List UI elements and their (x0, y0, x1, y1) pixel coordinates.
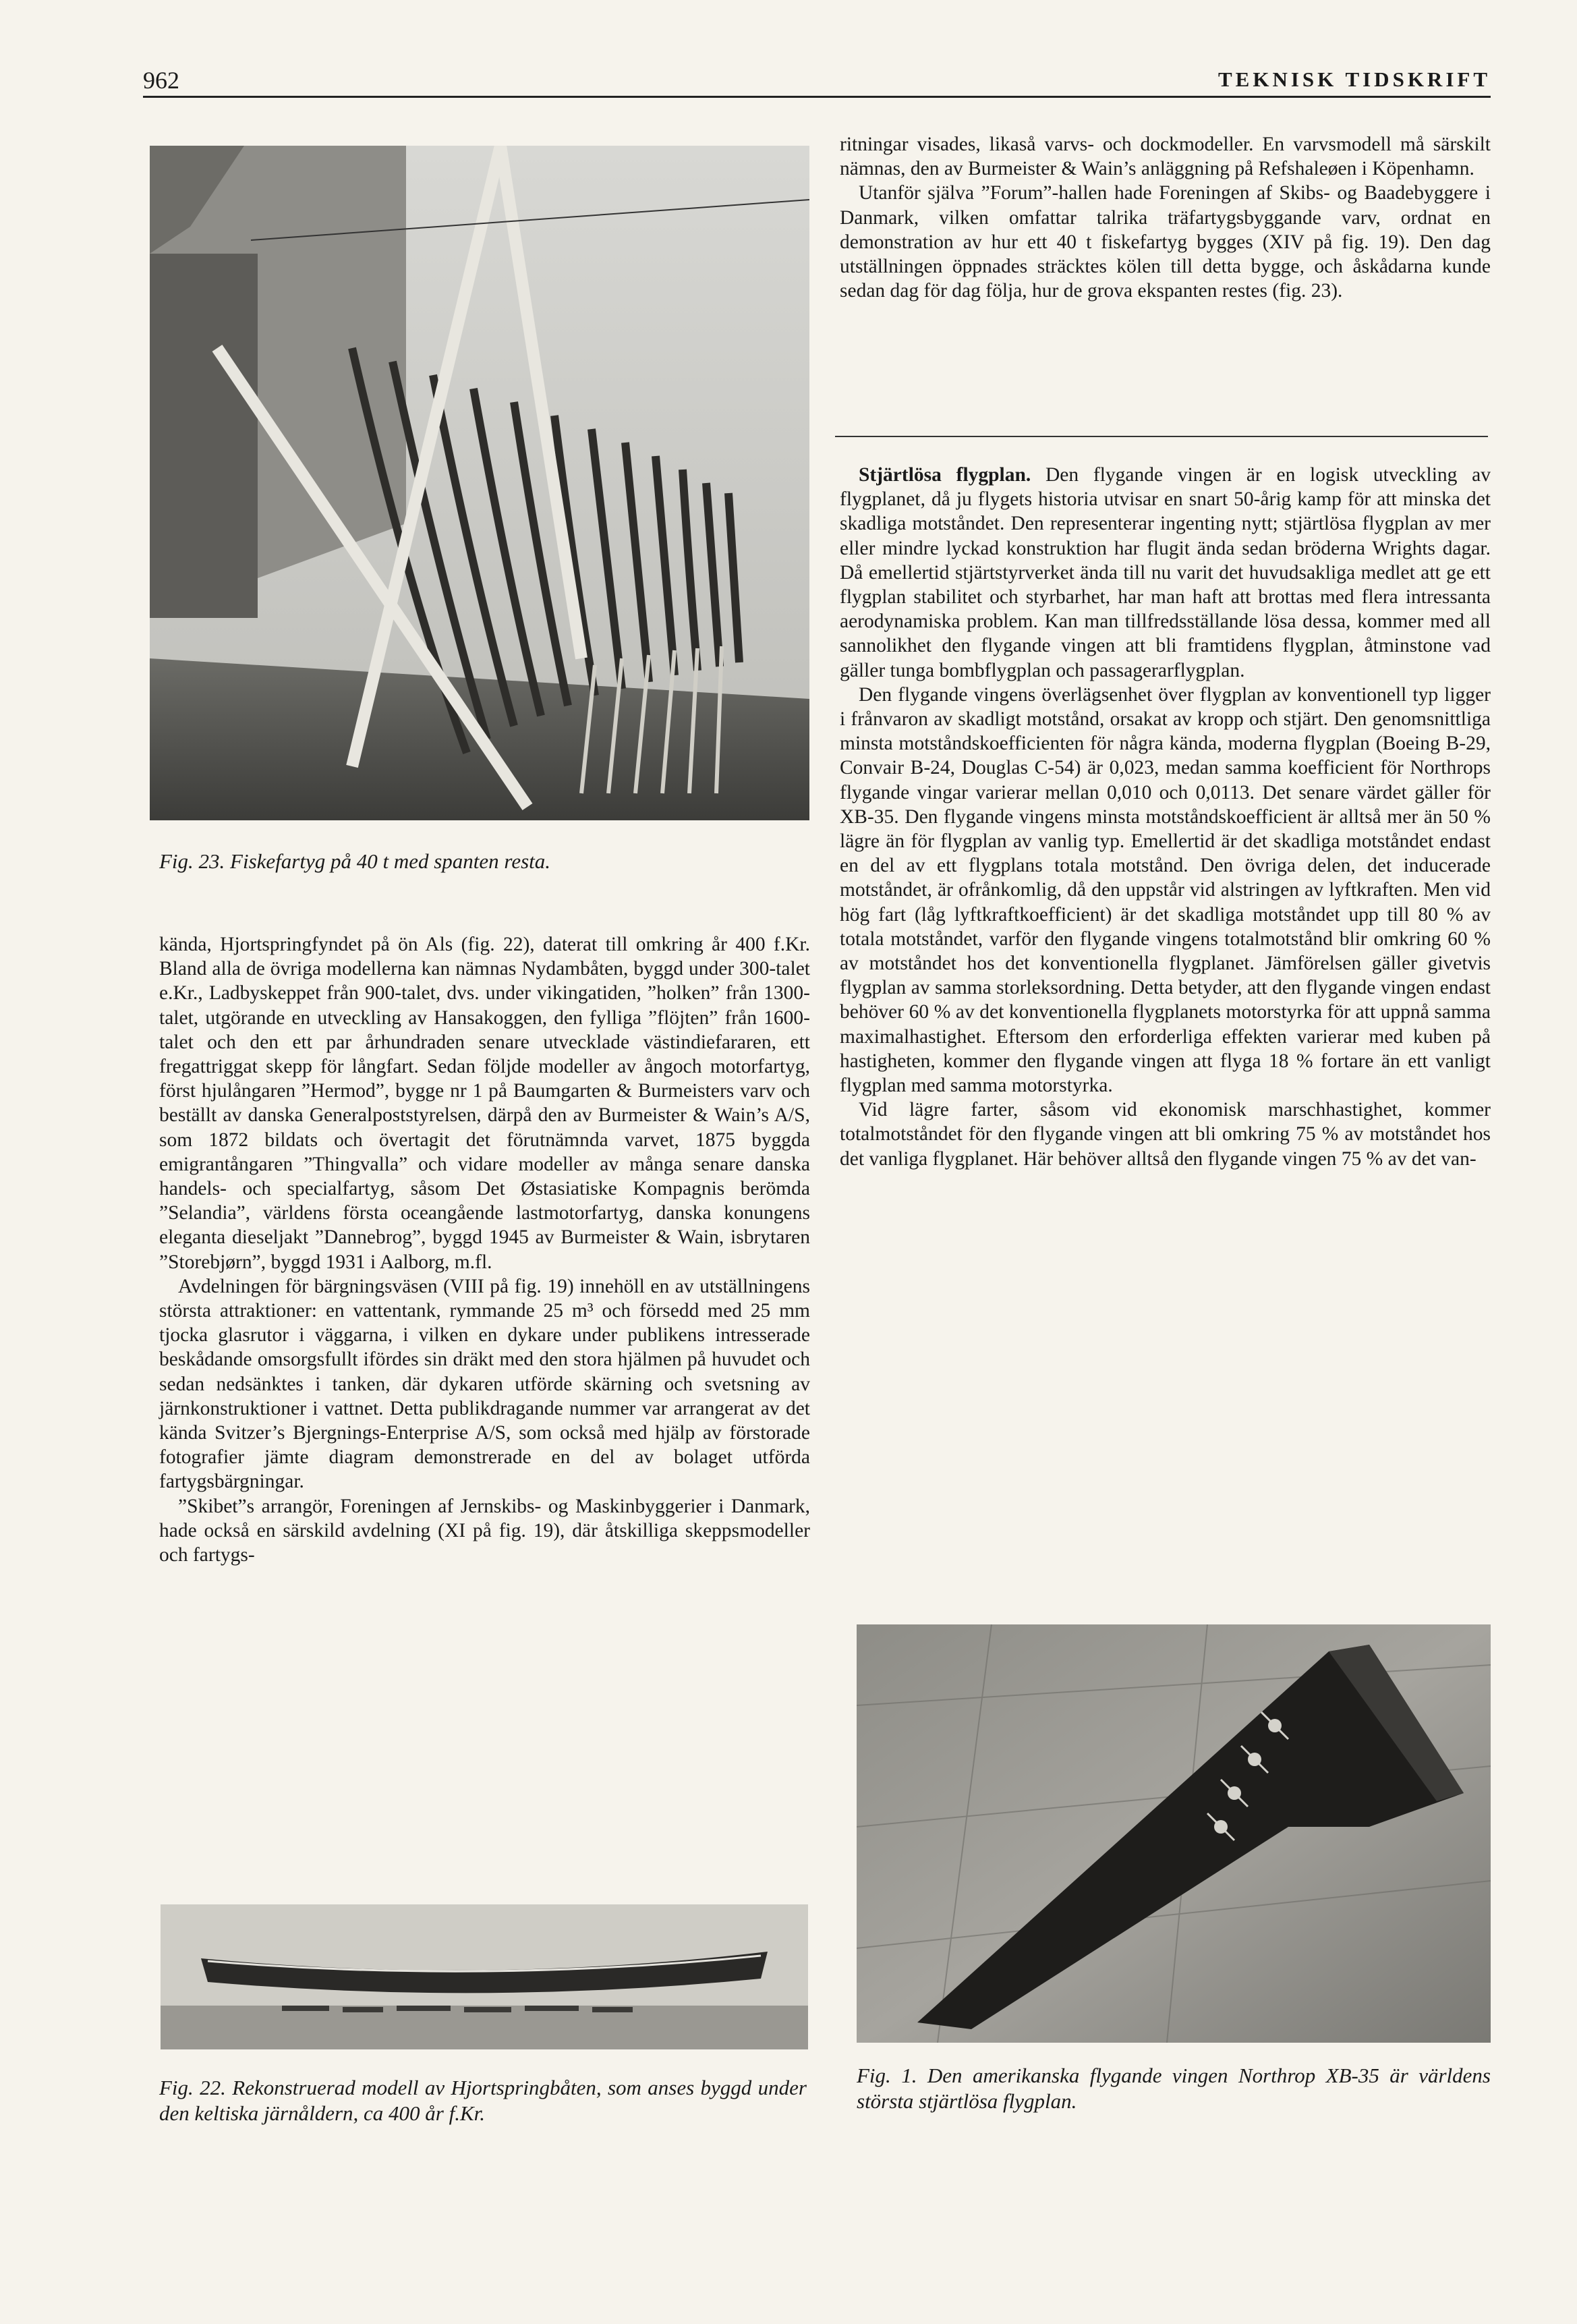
page-number: 962 (143, 67, 179, 94)
right-paragraph-1-body: Den flygande vingen är en logisk utveckling av flygplanet, då ju flygets historia utvisar en snart 50-årig kamp för att minska det skadliga motståndet. Den representerar ingenting nytt; stjärtlösa flygplan av mer eller mindre lyckad konstruktion har flugit ända sedan bröderna Wrights dagar. Då emellertid stjärtstyrverket ända till nu varit det huvudsakliga medlet att ge ett flygplan stabilitet och styrbarhet, har man haft att brottas med flera intressanta aerodynamiska problem. Kan man tillfredsställande lösa dessa, kommer med all sannolikhet den flygande vingen att bli framtidens flygplan, åtminstone vad gäller tunga bombflygplan och passagerarflygplan. (840, 464, 1491, 681)
figure-22-caption: Fig. 22. Rekonstruerad modell av Hjortspringbåten, som anses byggd under den keltiska järnåldern, ca 400 år f.Kr. (159, 2076, 807, 2125)
left-paragraph-3: ”Skibet”s arrangör, Foreningen af Jernskibs- og Maskinbyggerier i Danmark, hade också en särskild avdelning (XI på fig. 19), där åtskilliga skeppsmodeller och fartygs- (159, 1495, 810, 1566)
figure-1-caption: Fig. 1. Den amerikanska flygande vingen Northrop XB-35 är världens största stjärtlösa flygplan. (857, 2064, 1491, 2113)
right-top-paragraph-1: ritningar visades, likaså varvs- och dockmodeller. En varvsmodell må särskilt nämnas, den av Burmeister & Wain’s anläggning på Refshaleøen i Köpenhamn. (840, 134, 1491, 180)
northrop-xb35-image (857, 1624, 1491, 2043)
figure-22-photo (161, 1904, 808, 2049)
section-heading: Stjärtlösa flygplan. (859, 464, 1031, 486)
figure-1-photo (857, 1624, 1491, 2043)
left-column-text (159, 932, 810, 1567)
left-paragraph-2: Avdelningen för bärgningsväsen (VIII på fig. 19) innehöll en av utställningens största attraktioner: en vattentank, rymmande 25 m³ och försedd med 25 mm tjocka glasrutor i väggarna, i vilken en dykare under publikens intresserade beskådande omsorgsfullt ifördes sin dräkt med den stora hjälmen på huvudet och sedan nedsänktes i tanken, där dykaren utförde skärning och svetsning av järnkonstruktioner i vattnet. Detta publikdragande nummer var arrangerat av det kända Svitzer’s Bjergnings-Enterprise A/S, som också med hjälp av förstorade fotografier jämte diagram demonstrerade en del av bolaget utförda fartygsbärgningar. (159, 1275, 810, 1493)
right-paragraph-2: Den flygande vingens överlägsenhet över flygplan av konventionell typ ligger i frånvaron av skadligt motstånd, orsakat av kropp och stjärt. Den genomsnittliga minsta motståndskoefficienten för några kända, moderna flygplan (Boeing B-29, Convair B-24, Douglas C-54) är 0,023, medan samma koefficient för Northrops flygande vingar varierar mellan 0,010 och 0,0113. Det senare värdet gäller för XB-35. Den flygande vingens minsta motståndskoefficient är alltså mer än 50 % lägre än för flygplan av vanlig typ. Emellertid är det skadliga motståndet endast en del av ett flygplans totala motstånd. Den övriga delen, det inducerade motståndet, är ofrånkomlig, då den uppstår vid alstringen av lyftkraften. Men vid hög fart (låg lyftkraftkoefficient) är det skadliga motståndet upp till 80 % av totala motståndet, varför den flygande vingens totalmotstånd blir omkring 60 % av motståndet hos det konventionella flygplanet. Jämförelsen gäller givetvis flygplan av samma storleksordning. Detta betyder, att den flygande vingen endast behöver 60 % av det konventionella flygplanets motorstyrka för att uppnå samma maximalhastighet. Eftersom den erforderliga effekten varierar med kuben på hastigheten, kommer den flygande vingen att flyga 18 % fortare än ett vanligt flygplan med samma motorstyrka. (840, 683, 1491, 1097)
figure-23-caption: Fig. 23. Fiskefartyg på 40 t med spanten resta. (159, 849, 551, 873)
right-paragraph-1 (840, 463, 1491, 683)
journal-title: TEKNISK TIDSKRIFT (1217, 67, 1491, 91)
right-column-top-text (840, 132, 1491, 303)
fishing-vessel-frames-image (150, 146, 809, 820)
left-paragraph-1: kända, Hjortspringfyndet på ön Als (fig. 22), daterat till omkring år 400 f.Kr. Bland alla de övriga modellerna kan nämnas Nydambåten, byggd under 300-talet e.Kr., Ladbyskeppet från 900-talet, dvs. under vikingatiden, ”holken” från 1300-talet, utgörande en utveckling av Hansakoggen, den fylliga ”flöjten” från 1600-talet och den ett par århundraden senare utvecklade västindiefararen, ett fregattriggat skepp för långfart. Sedan följde modeller av ångoch motorfartyg, först hjulångaren ”Hermod”, bygge nr 1 på Baumgarten & Burmeisters varv och beställt av danska Generalpoststyrelsen, därpå den av Burmeister & Wain’s A/S, som 1872 bildats och övertagit det förutnämnda varvet, 1875 byggda emigrantångaren ”Thingvalla” och vidare modeller av många senare danska handels- och specialfartyg, såsom Det Østasiatiske Kompagnis berömda ”Selandia”, världens första oceangående lastmotorfartyg, danska konungens eleganta dieseljakt ”Dannebrog”, byggd 1945 av Burmeister & Wain, isbrytaren ”Storebjørn”, byggd 1931 i Aalborg, m.fl. (159, 934, 810, 1273)
page-header (143, 55, 1491, 98)
section-divider (835, 436, 1488, 437)
right-top-paragraph-2: Utanför själva ”Forum”-hallen hade Foreningen af Skibs- og Baadebyggere i Danmark, vilken omfattar talrika träfartygsbyggande varv, ordnat en demonstration av hur ett 40 t fiskefartyg bygges (XIV på fig. 19). Den dag utställningen öppnades sträcktes kölen till detta bygge, och åskådarna kunde sedan dag för dag följa, hur de grova ekspanten restes (fig. 23). (840, 182, 1491, 302)
figure-23-photo (150, 146, 809, 820)
hjortspring-boat-model-image (161, 1904, 808, 2049)
right-paragraph-3: Vid lägre farter, såsom vid ekonomisk marschhastighet, kommer totalmotståndet för den flygande vingen att bli omkring 75 % av motståndet hos det vanliga flygplanet. Här behöver alltså den flygande vingen 75 % av det van- (840, 1099, 1491, 1170)
right-column-main-text (840, 463, 1491, 1171)
